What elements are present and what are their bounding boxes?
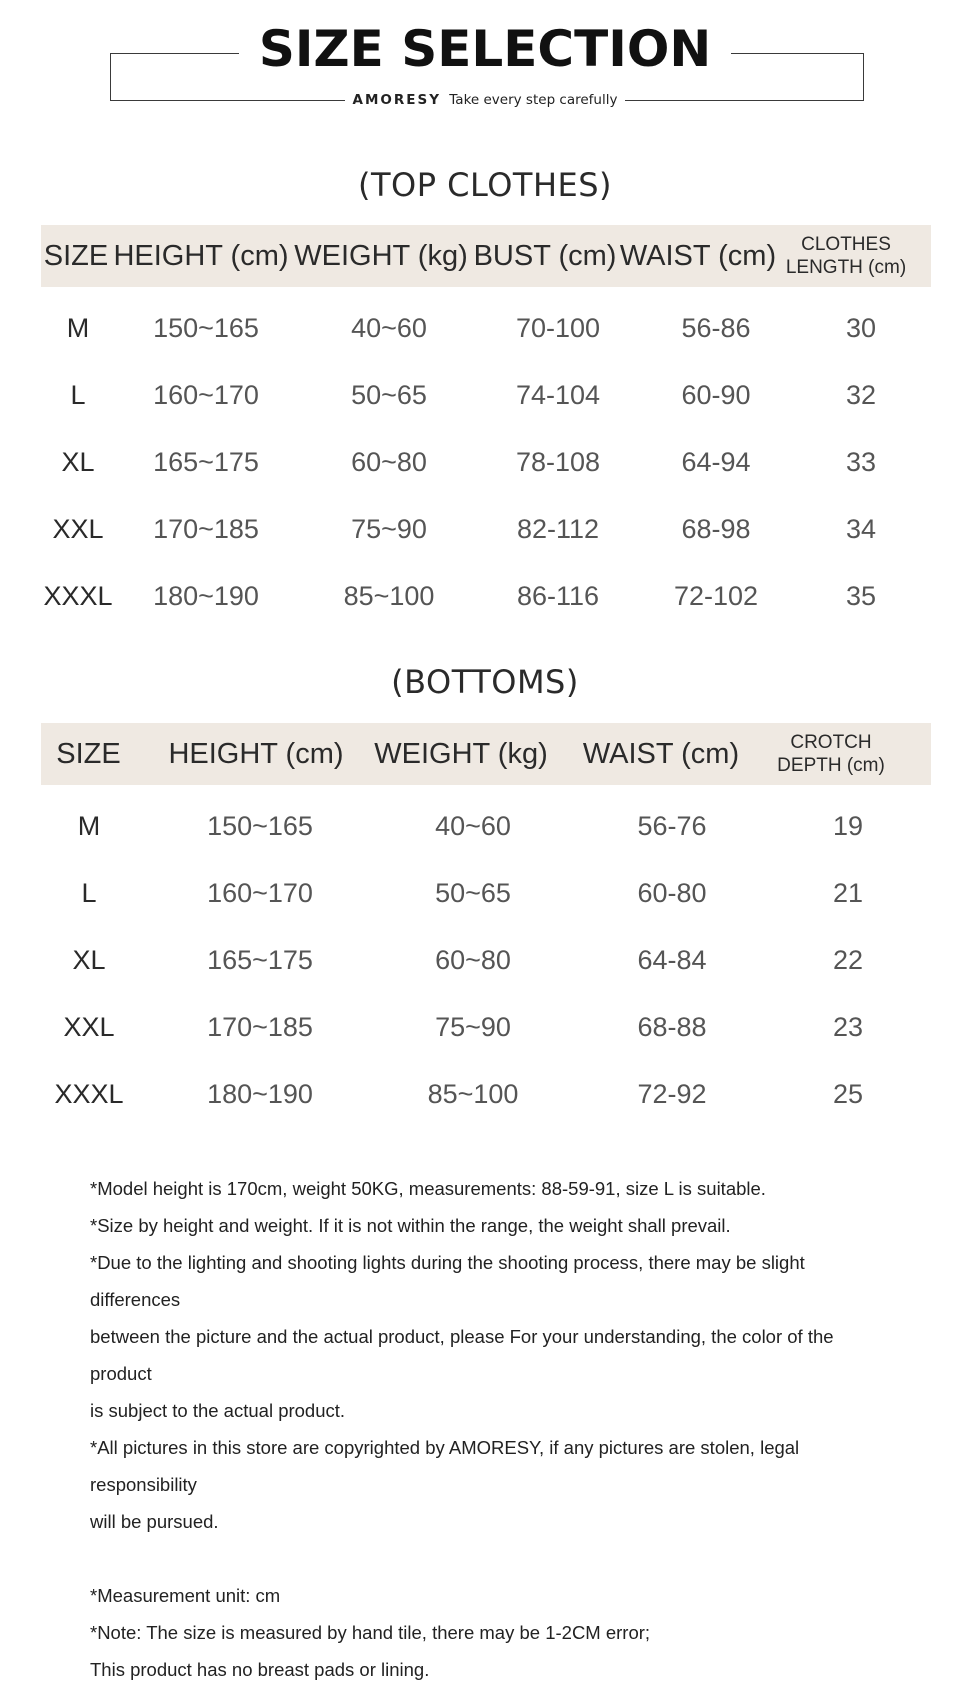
top-cell: 165~175: [153, 447, 259, 477]
bottoms-cell: 60~80: [435, 945, 511, 975]
bottoms-col-height: HEIGHT (cm): [168, 737, 344, 770]
notes-block: [90, 1170, 900, 1688]
tagline: Take every step carefully: [449, 92, 618, 108]
top-cell: 40~60: [351, 313, 427, 343]
top-cell: 64-94: [681, 447, 751, 477]
top-cell: XXL: [52, 514, 104, 544]
bottoms-cell: 170~185: [207, 1012, 313, 1042]
note-line: *Size by height and weight. If it is not within the range, the weight shall prevail.: [90, 1215, 731, 1236]
bottoms-col-weight: WEIGHT (kg): [374, 737, 548, 770]
header-subtitle: [0, 89, 970, 110]
bottoms-cell: 160~170: [207, 878, 313, 908]
bottoms-title: (BOTTOMS): [391, 663, 579, 701]
note-line: *Measurement unit: cm: [90, 1585, 281, 1606]
bottoms-cell: XL: [72, 945, 106, 975]
note-line: will be pursued.: [90, 1511, 219, 1532]
bottoms-col-waist: WAIST (cm): [582, 737, 740, 770]
top-cell: 32: [845, 380, 877, 410]
top-cell: 68-98: [681, 514, 751, 544]
top-cell: 70-100: [515, 313, 601, 343]
top-cell: 72-102: [673, 581, 759, 611]
bottoms-cell: 165~175: [207, 945, 313, 975]
top-col-size: SIZE: [43, 239, 109, 272]
top-cell: 33: [845, 447, 877, 477]
bottoms-cell: 22: [832, 945, 864, 975]
top-cell: 75~90: [351, 514, 427, 544]
top-col-waist: WAIST (cm): [619, 239, 777, 272]
bottoms-cell: XXL: [63, 1012, 115, 1042]
top-cell: L: [70, 380, 86, 410]
top-cell: 74-104: [515, 380, 601, 410]
top-cell: XXXL: [43, 581, 113, 611]
note-line: *Note: The size is measured by hand tile, there may be 1-2CM error;: [90, 1622, 651, 1643]
top-cell: XL: [61, 447, 95, 477]
top-col-bust: BUST (cm): [473, 239, 617, 272]
bottoms-cell: 40~60: [435, 811, 511, 841]
top-cell: 50~65: [351, 380, 427, 410]
brand-name: AMORESY: [352, 92, 441, 108]
bottoms-cell: L: [81, 878, 97, 908]
top-cell: 56-86: [681, 313, 751, 343]
bottoms-cell: 21: [832, 878, 864, 908]
note-spacer: [90, 1540, 900, 1577]
top-cell: 78-108: [515, 447, 601, 477]
top-cell: 86-116: [516, 581, 600, 611]
bottoms-cell: 56-76: [637, 811, 707, 841]
bottoms-cell: 60-80: [637, 878, 707, 908]
note-line: *All pictures in this store are copyrighted by AMORESY, if any pictures are stolen, legal responsibility: [90, 1437, 800, 1495]
top-col-length: CLOTHES LENGTH (cm): [785, 234, 907, 278]
bottoms-cell: 68-88: [637, 1012, 707, 1042]
top-cell: 34: [845, 514, 877, 544]
bottoms-cell: 180~190: [207, 1079, 313, 1109]
top-cell: 180~190: [153, 581, 259, 611]
bottoms-cell: 150~165: [207, 811, 313, 841]
bottoms-cell: 75~90: [435, 1012, 511, 1042]
bottoms-cell: 64-84: [637, 945, 707, 975]
bottoms-cell: 19: [832, 811, 864, 841]
note-line: between the picture and the actual product, please For your understanding, the color of the product: [90, 1326, 834, 1384]
page-title-wrap: [0, 14, 970, 84]
top-clothes-title: (TOP CLOTHES): [357, 166, 613, 204]
note-line: *Due to the lighting and shooting lights during the shooting process, there may be slight differences: [90, 1252, 805, 1310]
bottoms-cell: XXXL: [54, 1079, 124, 1109]
bottoms-cell: 72-92: [637, 1079, 707, 1109]
bottoms-cell: M: [77, 811, 101, 841]
bottoms-col-size: SIZE: [56, 737, 121, 770]
bottoms-cell: 25: [832, 1079, 864, 1109]
bottoms-cell: 23: [832, 1012, 864, 1042]
top-cell: 160~170: [153, 380, 259, 410]
top-cell: M: [66, 313, 90, 343]
note-line: is subject to the actual product.: [90, 1400, 346, 1421]
top-table-header: [41, 225, 931, 287]
note-line: *Model height is 170cm, weight 50KG, measurements: 88-59-91, size L is suitable.: [90, 1178, 766, 1199]
bottoms-cell: 50~65: [435, 878, 511, 908]
page-title: SIZE SELECTION: [239, 14, 731, 84]
bottoms-table-header: [41, 723, 931, 785]
top-col-height: HEIGHT (cm): [113, 239, 289, 272]
top-cell: 60~80: [351, 447, 427, 477]
bottoms-cell: 85~100: [427, 1079, 519, 1109]
bottoms-col-crotch: CROTCH DEPTH (cm): [777, 732, 885, 776]
top-cell: 30: [845, 313, 877, 343]
top-cell: 150~165: [153, 313, 259, 343]
top-col-weight: WEIGHT (kg): [294, 239, 468, 272]
top-cell: 60-90: [681, 380, 751, 410]
top-cell: 82-112: [516, 514, 600, 544]
top-cell: 35: [845, 581, 877, 611]
top-cell: 170~185: [153, 514, 259, 544]
note-line: This product has no breast pads or lining.: [90, 1659, 430, 1680]
top-cell: 85~100: [343, 581, 435, 611]
